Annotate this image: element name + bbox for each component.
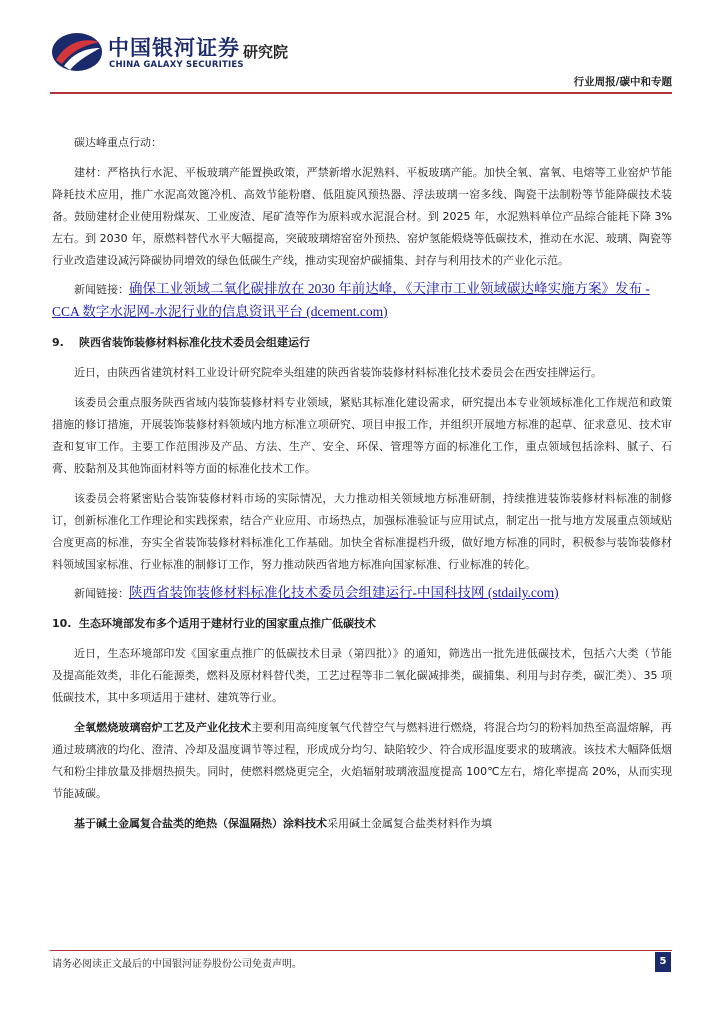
news-link-row-1: [52, 278, 672, 324]
section-10-paragraph-1: 近日，生态环境部印发《国家重点推广的低碳技术目录（第四批）》的通知，筛选出一批先进低碳技术，包括六大类（节能及提高能效类，非化石能源类，燃料及原材料替代类，工艺过程等非二氧化碳减排类，碳捕集、利用与封存类，碳汇类）、35 项低碳技术，其中多项适用于建材、建筑等行业。: [52, 647, 672, 704]
section-10-number: 10.: [52, 617, 72, 630]
news-link-row-2: [52, 582, 672, 605]
main-content: [52, 132, 672, 835]
footer-disclaimer: 请务必阅读正文最后的中国银河证券股份公司免责声明。: [52, 959, 302, 970]
galaxy-logo-icon: [50, 30, 104, 74]
tech-2-name: 基于碱土金属复合盐类的绝热（保温隔热）涂料技术: [74, 817, 327, 830]
section-10-title: 生态环境部发布多个适用于建材行业的国家重点推广低碳技术: [79, 617, 376, 630]
section-9-heading: [52, 332, 672, 354]
tech-2-paragraph: [52, 813, 672, 835]
company-name-en: CHINA GALAXY SECURITIES: [109, 60, 244, 70]
section-9-paragraph-2: 该委员会重点服务陕西省域内装饰装修材料专业领域，紧贴其标准化建设需求，研究提出本专业领域标准化工作规范和政策措施的修订措施，开展装饰装修材料领域内地方标准立项研究、项目申报工作，并组织开展地方标准的起草、征求意见、技术审查和复审工作。主要工作范围涉及产品、方法、生产、安全、环保、管理等方面的标准化工作，重点领域包括涂料、腻子、石膏、胶黏剂及其他饰面材料等方面的标准化技术工作。: [52, 396, 672, 475]
report-type: 行业周报/碳中和专题: [573, 76, 672, 88]
tech-2-description: 采用碱土金属复合盐类材料作为填: [327, 817, 492, 830]
tech-1-paragraph: [52, 717, 672, 805]
tech-1-description: 主要利用高纯度氧气代替空气与燃料进行燃烧，将混合均匀的粉料加热至高温熔解，再通过玻璃液的均化、澄清、冷却及温度调节等过程，形成成分均匀、缺陷较少、符合成形温度要求的玻璃液。该技术大幅降低烟气和粉尘排放量及排烟热损失。同时，使燃料燃烧更完全，火焰辐射玻璃液温度提高 100℃左右，熔化率提高 20%，从而实现节能减碳。: [52, 721, 673, 800]
section-10-heading: [52, 613, 672, 635]
news-link-stdaily[interactable]: 陕西省装饰装修材料标准化技术委员会组建运行-中国科技网 (stdaily.com): [129, 585, 559, 600]
page-number: 5: [655, 952, 671, 972]
section-9-paragraph-3: 该委员会将紧密贴合装饰装修材料市场的实际情况，大力推动相关领域地方标准研制，持续推进装饰装修材料标准的制修订，创新标准化工作理论和实践探索，结合产业应用、市场热点，加强标准验证与应用试点，制定出一批与地方发展重点领域贴合度更高的标准，夯实全省装饰装修材料标准化工作基础。加快全省标准提档升级，做好地方标准的同时，积极参与装饰装修材料领域国家标准、行业标准的制修订工作，努力推动陕西省地方标准向国家标准、行业标准的转化。: [52, 492, 672, 571]
tech-1-name: 全氧燃烧玻璃窑炉工艺及产业化技术: [74, 721, 252, 734]
news-label: 新闻链接：: [74, 587, 129, 600]
footer-divider: [50, 950, 672, 951]
news-label: 新闻链接：: [74, 283, 129, 296]
building-materials-paragraph: 建材：严格执行水泥、平板玻璃产能置换政策，严禁新增水泥熟料、平板玻璃产能。加快全氧、富氧、电熔等工业窑炉节能降耗技术应用，推广水泥高效篦冷机、高效节能粉磨、低阻旋风预热器、浮法玻璃一窑多线、陶瓷干法制粉等节能降碳技术装备。鼓励建材企业使用粉煤灰、工业废渣、尾矿渣等作为原料或水泥混合材。到 2025 年，水泥熟料单位产品综合能耗下降 3%左右。到 2030 年，原燃料替代水平大幅提高，突破玻璃熔窑窑外预热、窑炉氢能煅烧等低碳技术，推动在水泥、玻璃、陶瓷等行业改造建设减污降碳协同增效的绿色低碳生产线，推动实现窑炉碳捕集、封存与利用技术的产业化示范。: [52, 166, 672, 267]
section-9-number: 9.: [52, 336, 64, 349]
section-9-title: 陕西省装饰装修材料标准化技术委员会组建运行: [79, 336, 310, 349]
header-divider: [50, 92, 672, 94]
news-link-tianjin[interactable]: 确保工业领域二氧化碳排放在 2030 年前达峰，《天津市工业领域碳达峰实施方案》发布 - CCA 数字水泥网-水泥行业的信息资讯平台 (dcement.com): [52, 281, 650, 319]
institute-label: 研究院: [243, 43, 289, 61]
intro-line: 碳达峰重点行动：: [74, 136, 162, 149]
company-name-cn: 中国银河证券: [108, 36, 240, 60]
section-9-paragraph-1: 近日，由陕西省建筑材料工业设计研究院牵头组建的陕西省装饰装修材料标准化技术委员会在西安挂牌运行。: [74, 366, 602, 379]
